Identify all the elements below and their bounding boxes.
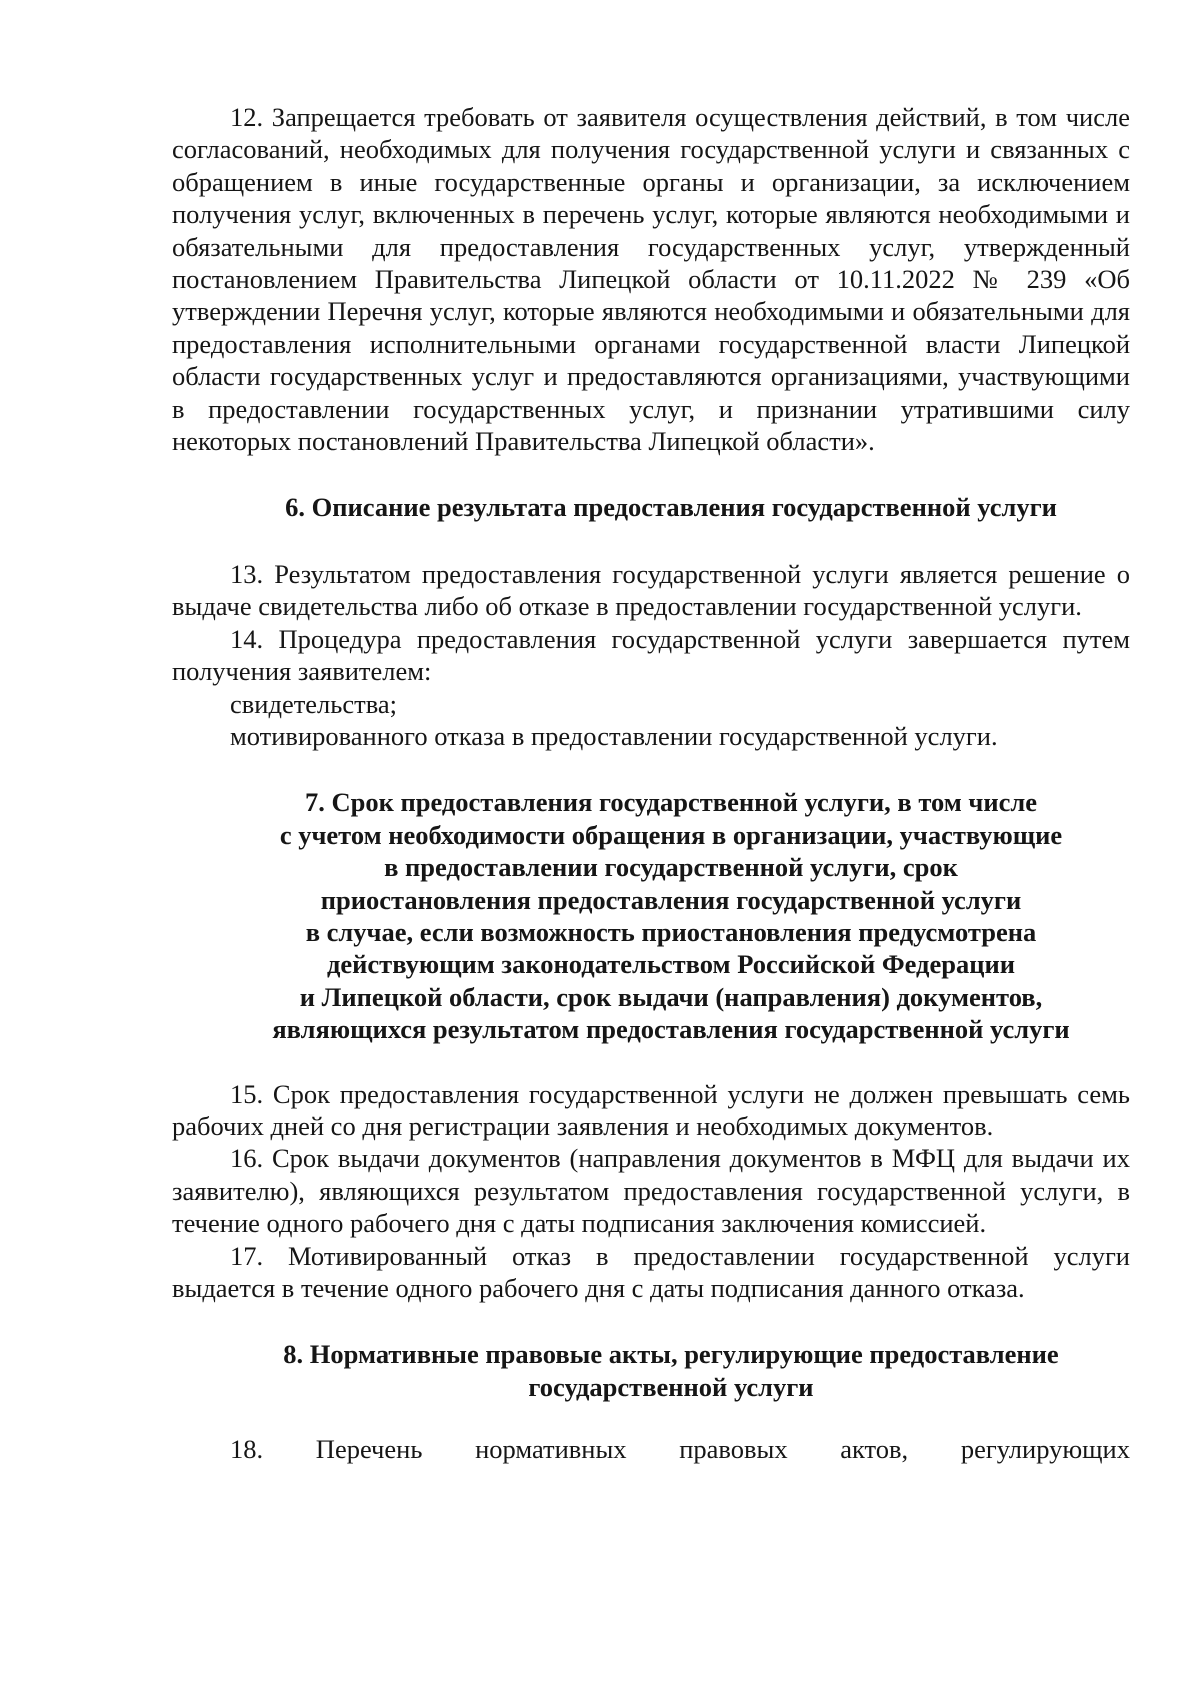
- heading-line: действующим законодательством Российской Федерации: [326, 949, 1016, 980]
- document-body: [172, 101, 1130, 1466]
- heading-line: 8. Нормативные правовые акты, регулирующие предоставление: [283, 1339, 1059, 1370]
- heading-line: в случае, если возможность приостановления предусмотрена: [305, 916, 1037, 947]
- heading-line: и Липецкой области, срок выдачи (направления) документов,: [299, 981, 1043, 1012]
- paragraph-15: 15. Срок предоставления государственной услуги не должен превышать семь рабочих дней со дня регистрации заявления и необходимых документов.: [172, 1078, 1130, 1141]
- list-item-certificate: свидетельства;: [230, 688, 397, 719]
- heading-line: являющихся результатом предоставления государственной услуги: [272, 1014, 1070, 1045]
- paragraph-18: 18. Перечень нормативных правовых актов, регулирующих: [230, 1434, 1130, 1465]
- paragraph-17: 17. Мотивированный отказ в предоставлении государственной услуги выдается в течение одного рабочего дня с даты подписания данного отказа.: [172, 1240, 1130, 1303]
- section-heading-6: 6. Описание результата предоставления государственной услуги: [285, 492, 1057, 523]
- paragraph-12: 12. Запрещается требовать от заявителя осуществления действий, в том числе согласований, необходимых для получения государственной услуги и связанных с обращением в иные государственные органы и организации, за исключением получения услуг, включенных в перечень услуг, которые являются необходимыми и обязательными для предоставления государственных услуг, утвержденный постановлением Правительства Липецкой области от 10.11.2022 № 239 «Об утверждении Перечня услуг, которые являются необходимыми и обязательными для предоставления исполнительными органами государственной власти Липецкой области государственных услуг и предоставляются организациями, участвующими в предоставлении государственных услуг, и признании утратившими силу некоторых постановлений Правительства Липецкой области».: [172, 102, 1130, 457]
- heading-line: в предоставлении государственной услуги, срок: [384, 852, 958, 883]
- heading-line: государственной услуги: [528, 1371, 814, 1402]
- paragraph-16: 16. Срок выдачи документов (направления документов в МФЦ для выдачи их заявителю), являющихся результатом предоставления государственной услуги, в течение одного рабочего дня с даты подписания заключения комиссией.: [172, 1143, 1130, 1239]
- section-heading-7: [172, 786, 1130, 1045]
- section-heading-8: [172, 1338, 1130, 1403]
- paragraph-13: 13. Результатом предоставления государственной услуги является решение о выдаче свидетельства либо об отказе в предоставлении государственной услуги.: [172, 558, 1130, 622]
- heading-line: 7. Срок предоставления государственной услуги, в том числе: [304, 787, 1038, 818]
- heading-line: с учетом необходимости обращения в организации, участвующие: [279, 819, 1063, 850]
- list-item-refusal: мотивированного отказа в предоставлении государственной услуги.: [230, 720, 998, 751]
- heading-line: приостановления предоставления государственной услуги: [320, 884, 1022, 915]
- paragraph-14: 14. Процедура предоставления государственной услуги завершается путем получения заявителем:: [172, 623, 1130, 687]
